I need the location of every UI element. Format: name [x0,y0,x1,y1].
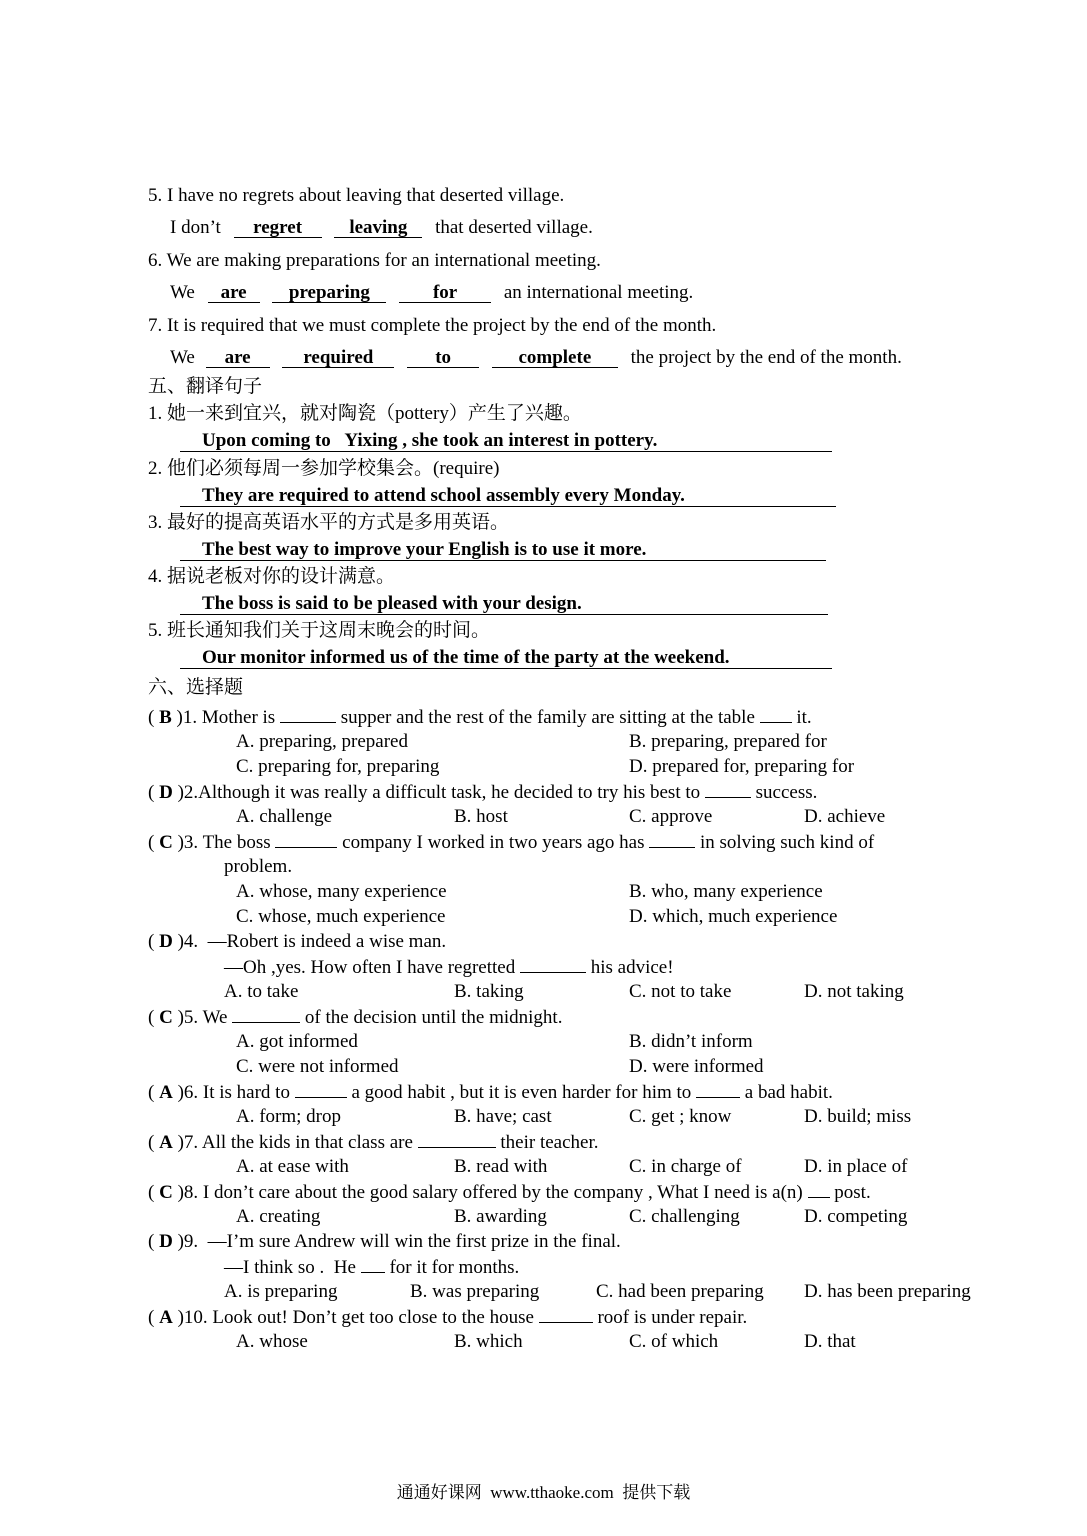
question-text: their teacher. [500,1132,599,1153]
option-a[interactable]: A. got informed [236,1031,358,1052]
translation-prompt [148,566,395,588]
option-c[interactable]: C. get ; know [629,1106,732,1127]
option-b[interactable]: B. which [454,1331,523,1352]
question-text: a bad habit. [744,1082,833,1103]
question-3: ( C )3. The boss company I worked in two years ago has in solving such kind of [148,832,875,853]
answer-key: C [159,1182,173,1203]
blank [539,1306,593,1323]
question-text: post. [834,1182,871,1203]
sentence-start: I don’t [170,217,221,238]
option-a[interactable]: A. whose [236,1331,308,1352]
option-d[interactable]: D. that [804,1331,856,1352]
question-number: 4. [183,931,199,952]
option-c[interactable]: C. whose, much experience [236,906,446,927]
question-text: for it for months. [389,1257,520,1278]
question-text: in solving such kind of [699,832,875,853]
question-text: of the decision until the midnight. [304,1007,563,1028]
question-text: a good habit , but it is even harder for him to [351,1082,692,1103]
answer-text: Our monitor informed us of the time of the party at the weekend. [180,648,832,669]
original-sentence: It is required that we must complete the project by the end of the month. [167,315,717,336]
question-6: ( A )6. It is hard to a good habit , but it is even harder for him to a bad habit. [148,1082,833,1103]
question-2: ( D )2.Although it was really a difficult task, he decided to try his best to success. [148,782,818,803]
chinese-prompt: 她一来到宜兴，就对陶瓷（pottery）产生了兴趣。 [167,403,582,424]
option-c[interactable]: C. had been preparing [596,1281,764,1302]
question-number: 7. [183,1132,199,1153]
option-d[interactable]: D. in place of [804,1156,908,1177]
blank [361,1256,385,1273]
option-d[interactable]: D. not taking [804,981,904,1002]
answer-blank: required [282,348,394,368]
option-a[interactable]: A. form; drop [236,1106,342,1127]
option-d[interactable]: D. competing [804,1206,908,1227]
answer-text: The best way to improve your English is to use it more. [180,540,826,561]
translation-answer [180,647,832,669]
option-d[interactable]: D. prepared for, preparing for [629,756,855,777]
question-1: ( B )1. Mother is supper and the rest of the family are sitting at the table it. [148,707,812,728]
blank [649,831,695,848]
option-a[interactable]: A. whose, many experience [236,881,447,902]
option-a[interactable]: A. to take [224,981,299,1002]
option-b[interactable]: B. have; cast [454,1106,552,1127]
question-8: ( C )8. I don’t care about the good salary offered by the company , What I need is a(n) post. [148,1182,871,1203]
question-text: Mother is [201,707,276,728]
question-text: I don’t care about the good salary offered by the company , What I need is a(n) [202,1182,803,1203]
question-text: roof is under repair. [597,1307,748,1328]
option-c[interactable]: C. of which [629,1331,719,1352]
answer-blank: complete [492,348,618,368]
question-text: supper and the rest of the family are sitting at the table [340,707,755,728]
item-number: 2. [148,458,163,479]
question-text: company I worked in two years ago has [342,832,645,853]
option-c[interactable]: C. approve [629,806,713,827]
option-b[interactable]: B. awarding [454,1206,547,1227]
question-text-continued: problem. [224,856,293,877]
footer-credit: 通通好课网 www.tthaoke.com 提供下载 [396,1483,691,1502]
option-a[interactable]: A. creating [236,1206,321,1227]
answer-key: C [159,832,173,853]
question-text: We [202,1007,228,1028]
question-text: —Oh ,yes. How often I have regretted [224,957,516,978]
question-number: 8. [183,1182,199,1203]
question-text: —Robert is indeed a wise man. [207,931,447,952]
option-c[interactable]: C. in charge of [629,1156,742,1177]
question-5: ( C )5. We of the decision until the midnight. [148,1007,563,1028]
section-heading-choice: 六、选择题 [148,677,244,698]
translation-answer [180,539,826,561]
option-d[interactable]: D. achieve [804,806,886,827]
item-number: 5. [148,185,163,206]
sentence-end: that deserted village. [435,217,593,238]
question-number: 5. [183,1007,199,1028]
question-text: it. [796,707,812,728]
original-sentence: I have no regrets about leaving that deserted village. [167,185,565,206]
question-number: 10. [183,1307,208,1328]
option-b[interactable]: B. host [454,806,508,827]
option-d[interactable]: D. has been preparing [804,1281,971,1302]
option-c[interactable]: C. challenging [629,1206,740,1227]
translation-answer [180,485,836,507]
question-7: ( A )7. All the kids in that class are their teacher. [148,1132,599,1153]
answer-blank: leaving [334,218,422,238]
option-c[interactable]: C. not to take [629,981,732,1002]
answer-blank: are [208,283,260,303]
answer-blank: for [399,283,491,303]
translation-answer [180,430,832,452]
rewrite-answer-5 [170,217,593,239]
sentence-end: an international meeting. [503,282,694,303]
option-a[interactable]: A. is preparing [224,1281,338,1302]
option-c[interactable]: C. were not informed [236,1056,399,1077]
blank [808,1181,830,1198]
question-9: ( D )9. —I’m sure Andrew will win the first prize in the final. [148,1231,621,1252]
option-a[interactable]: A. at ease with [236,1156,349,1177]
blank [275,831,337,848]
translation-prompt [148,620,490,642]
question-number: 9. [183,1231,199,1252]
option-b[interactable]: B. preparing, prepared for [629,731,827,752]
answer-key: B [159,707,172,728]
rewrite-answer-7 [170,347,902,369]
item-number: 4. [148,566,163,587]
rewrite-item-6 [148,250,601,272]
option-d[interactable]: D. which, much experience [629,906,838,927]
answer-key: A [159,1307,173,1328]
blank [760,706,792,723]
option-a[interactable]: A. challenge [236,806,333,827]
answer-key: A [159,1132,173,1153]
blank [696,1081,740,1098]
question-text: his advice! [590,957,674,978]
question-text: success. [755,782,818,803]
option-d[interactable]: D. build; miss [804,1106,912,1127]
question-number: 1. [182,707,198,728]
blank [295,1081,347,1098]
question-9-line2 [224,1256,519,1279]
translation-answer [180,593,828,615]
question-4-line2 [224,956,674,979]
question-text: —I think so . He [224,1257,356,1278]
question-4: ( D )4. —Robert is indeed a wise man. [148,931,447,952]
chinese-prompt: 班长通知我们关于这周末晚会的时间。 [167,620,491,641]
answer-key: D [159,1231,173,1252]
answer-blank: to [407,348,479,368]
original-sentence: We are making preparations for an international meeting. [166,250,601,271]
question-text: The boss [202,832,271,853]
item-number: 6. [148,250,163,271]
sentence-start: We [170,282,195,303]
question-text: All the kids in that class are [201,1132,413,1153]
blank [280,706,336,723]
answer-blank: are [206,348,270,368]
rewrite-answer-6 [170,282,693,304]
translation-prompt [148,403,582,425]
answer-key: D [159,782,173,803]
answer-text: The boss is said to be pleased with your design. [180,594,828,615]
option-a[interactable]: A. preparing, prepared [236,731,408,752]
section-heading-translation: 五、翻译句子 [148,376,263,397]
blank [705,781,751,798]
option-b[interactable]: B. didn’t inform [629,1031,753,1052]
chinese-prompt: 据说老板对你的设计满意。 [167,566,396,587]
question-text: Although it was really a difficult task, he decided to try his best to [198,782,701,803]
question-number: 3. [183,832,199,853]
question-text: It is hard to [202,1082,290,1103]
rewrite-item-7 [148,315,716,337]
sentence-start: We [170,347,195,368]
question-number: 6. [183,1082,199,1103]
answer-blank: regret [234,218,322,238]
option-b[interactable]: B. taking [454,981,524,1002]
question-text: —I’m sure Andrew will win the first prize in the final. [207,1231,621,1252]
item-number: 3. [148,512,163,533]
answer-key: D [159,931,173,952]
sentence-end: the project by the end of the month. [630,347,902,368]
chinese-prompt: 他们必须每周一参加学校集会。(require) [167,458,500,479]
item-number: 1. [148,403,163,424]
answer-key: A [159,1082,173,1103]
blank [520,956,586,973]
option-d[interactable]: D. were informed [629,1056,764,1077]
answer-key: C [159,1007,173,1028]
item-number: 7. [148,315,163,336]
question-number: 2. [183,782,199,803]
answer-text: They are required to attend school assembly every Monday. [180,486,836,507]
blank [418,1131,496,1148]
translation-prompt [148,458,499,480]
question-text: Look out! Don’t get too close to the house [212,1307,534,1328]
item-number: 5. [148,620,163,641]
option-b[interactable]: B. was preparing [410,1281,540,1302]
rewrite-item-5 [148,185,564,207]
answer-text: Upon coming to Yixing , she took an interest in pottery. [180,431,832,452]
blank [232,1006,300,1023]
translation-prompt [148,512,509,534]
option-c[interactable]: C. preparing for, preparing [236,756,440,777]
option-b[interactable]: B. who, many experience [629,881,823,902]
chinese-prompt: 最好的提高英语水平的方式是多用英语。 [167,512,510,533]
answer-blank: preparing [272,283,386,303]
option-b[interactable]: B. read with [454,1156,548,1177]
question-10: ( A )10. Look out! Don’t get too close to the house roof is under repair. [148,1307,748,1328]
